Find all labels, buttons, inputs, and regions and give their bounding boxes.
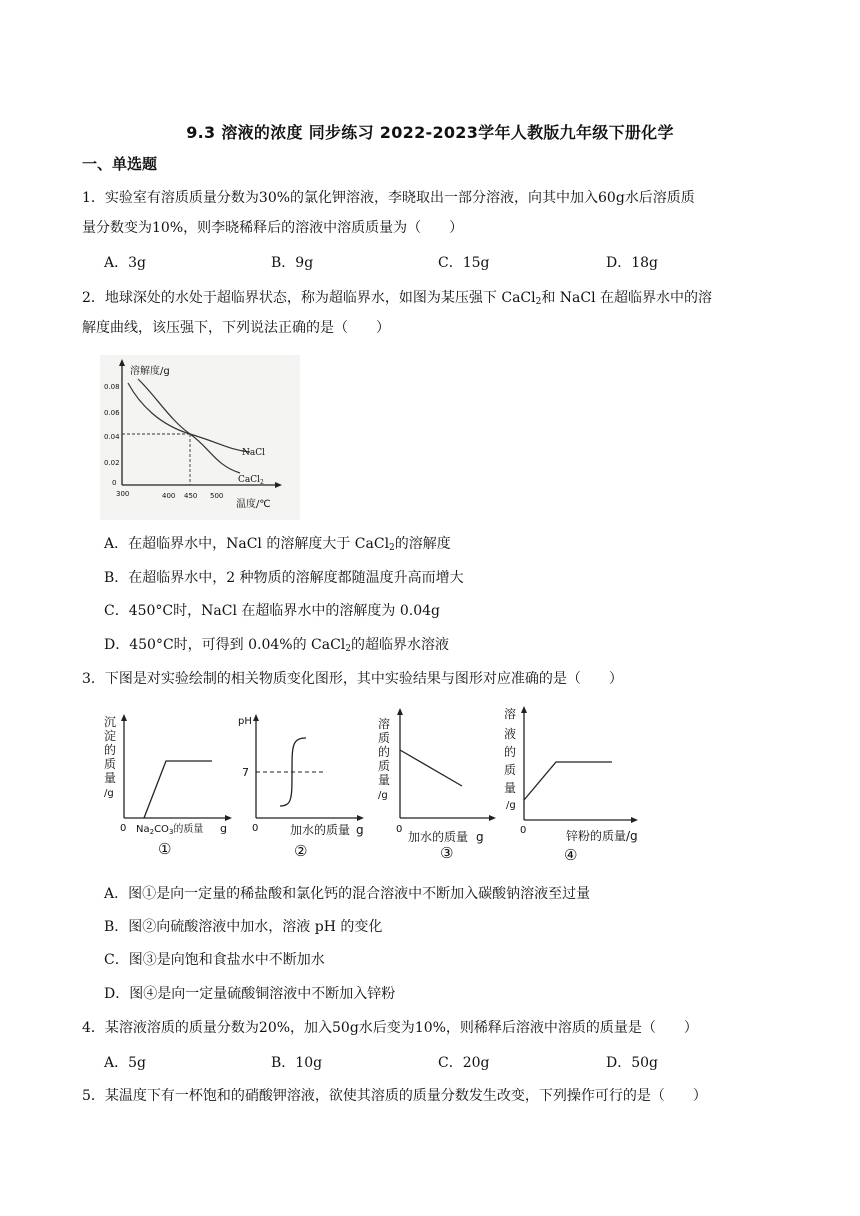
q2-option-c: C．450°C时，NaCl 在超临界水中的溶解度为 0.04g <box>104 603 440 619</box>
x-tick-label: 300 <box>116 490 130 498</box>
q3-option-b: B．图②向硫酸溶液中加水，溶液 pH 的变化 <box>104 919 383 935</box>
q2-option-d: D．450°C时，可得到 0.04%的 CaCl$_2$的超临界水溶液 <box>104 637 450 654</box>
q3-option-d: D．图④是向一定量硫酸铜溶液中不断加入锌粉 <box>104 986 396 1002</box>
svg-text:的: 的 <box>104 743 117 757</box>
svg-text:量: 量 <box>104 771 117 785</box>
svg-text:g: g <box>220 822 227 835</box>
y-tick-label: 0.04 <box>104 433 120 441</box>
q2-option-a: A．在超临界水中，NaCl 的溶解度大于 CaCl$_2$的溶解度 <box>104 536 451 553</box>
x-axis-label: 温度/℃ <box>236 499 271 510</box>
graph-4 <box>500 700 660 870</box>
graph-4-line <box>524 762 612 800</box>
svg-text:0: 0 <box>252 823 259 834</box>
series-label-nacl: NaCl <box>242 448 266 458</box>
y-tick-label: 0 <box>112 479 117 487</box>
graph-2 <box>234 706 374 866</box>
svg-text:加水的质量: 加水的质量 <box>408 830 469 844</box>
svg-text:0: 0 <box>520 825 527 836</box>
svg-text:溶: 溶 <box>504 707 517 721</box>
svg-text:溶: 溶 <box>378 717 391 731</box>
svg-text:的: 的 <box>378 745 391 759</box>
x-tick-label: 450 <box>184 492 198 500</box>
section-heading: 一、单选题 <box>82 155 158 173</box>
q4-option-d: D．50g <box>606 1055 659 1071</box>
svg-text:加水的质量: 加水的质量 <box>290 823 351 837</box>
x-tick-label: 500 <box>210 492 224 500</box>
q1-stem-line2: 量分数变为10%，则李晓稀释后的溶液中溶质质量为（ ） <box>82 220 464 236</box>
svg-text:/g: /g <box>506 800 516 811</box>
graph-3-marker: ③ <box>440 844 454 862</box>
svg-text:质: 质 <box>378 759 391 773</box>
q4-option-c: C．20g <box>438 1055 490 1071</box>
graph-3-line <box>400 750 462 786</box>
q5-stem: 5．某温度下有一杯饱和的硝酸钾溶液，欲使其溶质的质量分数发生改变，下列操作可行的是（ ） <box>82 1088 707 1104</box>
graph-4-marker: ④ <box>564 846 578 864</box>
q2-stem-line1: 2．地球深处的水处于超临界状态，称为超临界水，如图为某压强下 CaCl$_2$和 NaCl 在超临界水中的溶 <box>82 290 713 307</box>
svg-text:/g: /g <box>378 790 388 801</box>
q4-option-b: B．10g <box>271 1055 323 1071</box>
svg-text:质: 质 <box>504 763 517 777</box>
svg-text:7: 7 <box>242 766 249 779</box>
q4-option-a: A．5g <box>104 1055 146 1071</box>
svg-text:淀: 淀 <box>104 729 117 743</box>
q1-option-c: C．15g <box>438 255 490 271</box>
svg-text:量: 量 <box>504 781 517 795</box>
q1-option-d: D．18g <box>606 255 659 271</box>
q4-stem: 4．某溶液溶质的质量分数为20%，加入50g水后变为10%，则稀释后溶液中溶质的质量是（ ） <box>82 1020 698 1036</box>
graph-3 <box>374 706 517 866</box>
document-title: 9.3 溶液的浓度 同步练习 2022-2023学年人教版九年级下册化学 <box>186 123 674 142</box>
svg-text:量: 量 <box>378 773 391 787</box>
graph-1-line <box>144 761 212 818</box>
solubility-chart <box>100 355 300 520</box>
graph-2-marker: ② <box>294 842 308 860</box>
q1-option-b: B．9g <box>271 255 314 271</box>
svg-text:质: 质 <box>104 757 117 771</box>
graph-1 <box>100 706 240 866</box>
svg-text:0: 0 <box>120 823 127 834</box>
svg-text:锌粉的质量/g: 锌粉的质量/g <box>566 829 638 843</box>
q3-stem: 3．下图是对实验绘制的相关物质变化图形，其中实验结果与图形对应准确的是（ ） <box>82 671 623 687</box>
y-tick-label: 0.08 <box>104 383 120 391</box>
q1-option-a: A．3g <box>104 255 146 271</box>
series-label-cacl2: CaCl$_2$ <box>238 475 264 486</box>
y-tick-label: 0.02 <box>104 459 120 467</box>
svg-text:的: 的 <box>504 745 517 759</box>
svg-text:pH: pH <box>238 716 252 727</box>
graph-1-marker: ① <box>158 840 172 858</box>
y-axis-label: 溶解度/g <box>130 366 170 377</box>
y-tick-label: 0.06 <box>104 409 120 417</box>
svg-text:质: 质 <box>378 731 391 745</box>
q2-option-b: B．在超临界水中，2 种物质的溶解度都随温度升高而增大 <box>104 570 464 586</box>
x-tick-label: 400 <box>162 492 176 500</box>
svg-text:0: 0 <box>396 824 403 835</box>
svg-text:g: g <box>356 823 364 837</box>
svg-text:/g: /g <box>104 788 114 799</box>
svg-text:g: g <box>476 830 484 844</box>
q3-option-c: C．图③是向饱和食盐水中不断加水 <box>104 952 325 968</box>
svg-text:沉: 沉 <box>104 715 117 729</box>
q2-stem-line2: 解度曲线，该压强下，下列说法正确的是（ ） <box>82 320 390 336</box>
svg-text:液: 液 <box>504 727 517 741</box>
q1-stem-line1: 1．实验室有溶质质量分数为30%的氯化钾溶液，李晓取出一部分溶液，向其中加入60g水后溶质质 <box>82 190 695 206</box>
graph-1-xlabel: $Na_2CO_3$的质量 <box>136 824 204 836</box>
q3-option-a: A．图①是向一定量的稀盐酸和氯化钙的混合溶液中不断加入碳酸钠溶液至过量 <box>104 886 591 902</box>
